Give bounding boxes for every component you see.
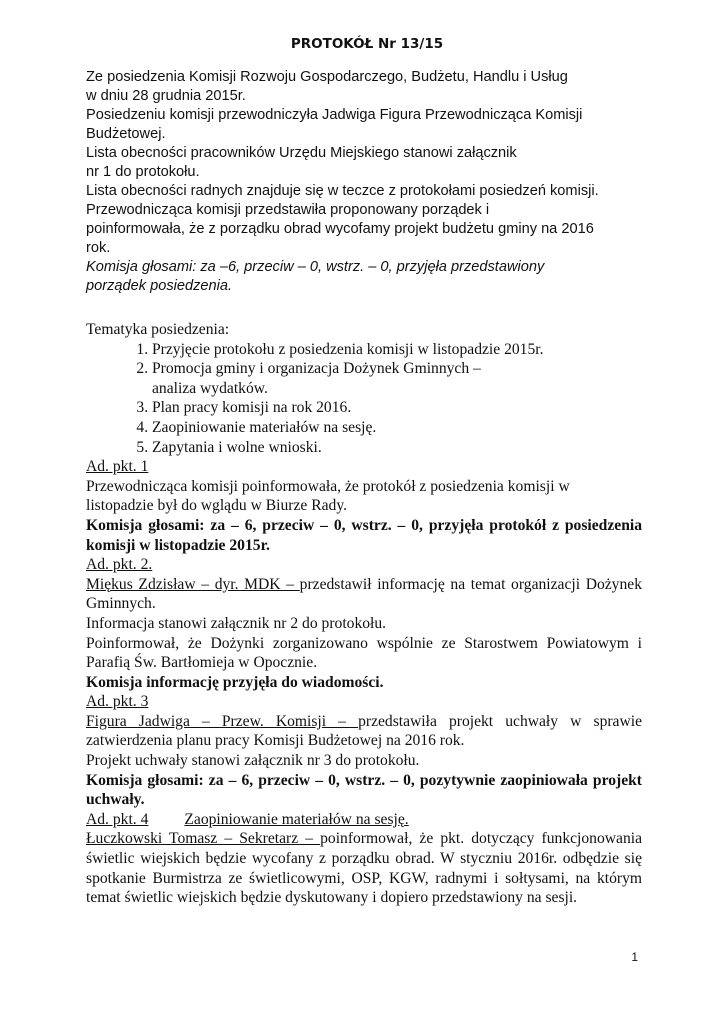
pkt3-heading: Ad. pkt. 3 [86,693,149,711]
pkt2-heading: Ad. pkt. 2. [86,556,153,574]
intro-line: w dniu 28 grudnia 2015r. [86,88,246,104]
intro-line: Ze posiedzenia Komisji Rozwoju Gospodarczego, Budżetu, Handlu i Usług [86,69,568,85]
document-title: PROTOKÓŁ Nr 13/15 [290,36,444,52]
pkt1-heading: Ad. pkt. 1 [86,458,149,476]
intro-line: nr 1 do protokołu. [86,164,200,180]
intro-line: poinformowała, że z porządku obrad wycofamy projekt budżetu gminy na 2016 [86,221,594,237]
pkt3-vote: Komisja głosami: za – 6, przeciw – 0, wstrz. – 0, pozytywnie zaopiniowała projekt uchwały. [86,771,642,809]
page-number: 1 [631,950,638,964]
pkt1-text: Przewodnicząca komisji poinformowała, że protokół z posiedzenia komisji w listopadzie był do wglądu w Biurze Rady. [86,477,570,515]
agenda-list [86,340,642,458]
pkt3-text: przedstawiła projekt uchwały w sprawie zatwierdzenia planu pracy Komisji Budżetowej na 2016 rok. [86,712,642,750]
pkt4-heading: Ad. pkt. 4 [86,810,149,828]
minutes-body [86,320,642,908]
pkt2-vote: Komisja informację przyjęła do wiadomości. [86,673,384,691]
agenda-item: 5. Zapytania i wolne wnioski. [152,438,642,458]
pkt2-speaker: Miękus Zdzisław – dyr. MDK – [86,575,300,593]
pkt4-speaker: Łuczkowski Tomasz – Sekretarz – [86,830,321,848]
intro-line: rok. [86,240,111,256]
pkt3-paragraph [86,712,642,751]
pkt2-attachment: Informacja stanowi załącznik nr 2 do protokołu. [86,614,387,632]
agenda-item: 4. Zaopiniowanie materiałów na sesję. [152,418,642,438]
pkt3-speaker: Figura Jadwiga – Przew. Komisji – [86,712,359,730]
intro-line: Lista obecności pracowników Urzędu Miejskiego stanowi załącznik [86,145,517,161]
intro-line: Budżetowej. [86,126,166,142]
pkt3-attachment: Projekt uchwały stanowi załącznik nr 3 do protokołu. [86,752,420,770]
agenda-vote-line: porządek posiedzenia. [86,278,233,294]
intro-line: Lista obecności radnych znajduje się w teczce z protokołami posiedzeń komisji. [86,183,599,199]
agenda-heading: Tematyka posiedzenia: [86,321,230,338]
pkt4-text: poinformował, że pkt. dotyczący funkcjonowania świetlic wiejskich będzie wycofany z porządku obrad. W styczniu 2016r. odbędzie się spotkanie Burmistrza ze świetlicowymi, OSP, KGW, radnymi i sołtysami, na którym temat świetlic wiejskich będzie dyskutowany i dopiero przedstawiony na sesji. [86,830,642,907]
pkt2-text: przedstawił informację na temat organizacji Dożynek Gminnych. [86,575,642,613]
intro-line: Przewodnicząca komisji przedstawiła proponowany porządek i [86,202,490,218]
pkt4-subheading: Zaopiniowanie materiałów na sesję. [184,810,409,828]
pkt2-text2: Poinformował, że Dożynki zorganizowano wspólnie ze Starostwem Powiatowym i Parafią Św. Bartłomieja w Opocznie. [86,634,642,672]
agenda-item: 3. Plan pracy komisji na rok 2016. [152,398,642,418]
agenda-vote-line: Komisja głosami: za –6, przeciw – 0, wstrz. – 0, przyjęła przedstawiony [86,259,545,275]
pkt1-vote: Komisja głosami: za – 6, przeciw – 0, wstrz. – 0, przyjęła protokół z posiedzenia komisji w listopadzie 2015r. [86,516,642,554]
intro-line: Posiedzeniu komisji przewodniczyła Jadwiga Figura Przewodnicząca Komisji [86,107,583,123]
pkt4-heading-line [86,810,642,830]
agenda-item: 1. Przyjęcie protokołu z posiedzenia komisji w listopadzie 2015r. [152,340,642,360]
pkt2-paragraph [86,575,642,614]
pkt4-paragraph [86,829,642,907]
intro-block [86,68,646,296]
agenda-item: 2. Promocja gminy i organizacja Dożynek Gminnych – analiza wydatków. [152,359,642,398]
